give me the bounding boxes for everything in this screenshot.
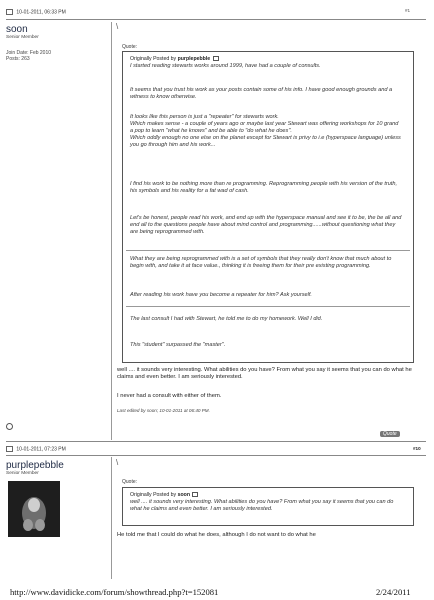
post-2-user-title: Senior Member [6, 471, 39, 476]
view-post-icon[interactable] [213, 56, 219, 61]
post-1-number[interactable]: #10 [413, 446, 421, 451]
corner-mark: #1 [405, 8, 411, 13]
post-1-marker: \ [116, 22, 119, 31]
post-1-quote-para: After reading his work have you become a repeater for him? Ask yourself. [130, 292, 312, 298]
post-2-header [6, 446, 66, 452]
post-2-timestamp: 10-01-2011, 07:23 PM [16, 446, 66, 453]
post-1-quote-label: Quote: [122, 44, 138, 50]
post-1-join-date: Join Date: Feb 2010 [6, 50, 52, 56]
post-icon [6, 446, 13, 452]
avatar-image [8, 481, 60, 537]
post-1-quote-para: It seems that you trust his work as your posts contain some of his info. I have good enough grounds and a witness to know otherwise. [130, 87, 393, 100]
post-1-user-title: Senior Member [6, 35, 39, 40]
post-icon [6, 9, 13, 15]
post-2-marker: \ [116, 458, 119, 467]
post-1-timestamp: 10-01-2011, 06:33 PM [16, 9, 66, 16]
post-2-quote-para: well .... it sounds very interesting. What abilities do you have? From what you say it seems that you can do what he claims and even better. I am seriously interested. [130, 499, 394, 512]
view-post-icon[interactable] [192, 492, 198, 497]
post-1-quote-para: What they are being reprogrammed with is a set of symbols that they really don't know that much about to begin with, and take it at face value., thinking it is freeing them for their pre existing programming. [130, 256, 392, 269]
post-2-quote-box [122, 487, 414, 526]
post-1-divider [111, 22, 112, 440]
post-2-quote-author: soon [177, 492, 190, 498]
post-2-quote-header-prefix: Originally Posted by [130, 492, 177, 498]
quote-separator [126, 250, 410, 251]
post-1-edit-note: Last edited by soon; 10-01-2011 at 06:40 PM. [117, 408, 210, 413]
post-1-quote-para: I find his work to be nothing more than re programming. Reprogramming people with his version of the truth, his symbols and his reality for a fat wad of cash. [130, 181, 398, 194]
post-1-userinfo [6, 24, 51, 62]
post-2-divider [111, 457, 112, 579]
post-2-header-rule [6, 455, 426, 456]
post-2-userinfo [6, 460, 64, 476]
post-1-quote-box [122, 51, 414, 363]
post-1-header [6, 9, 66, 15]
post-1-quote-header-prefix: Originally Posted by [130, 56, 177, 62]
post-1-username[interactable]: soon [6, 24, 28, 35]
post-2-quote-label: Quote: [122, 479, 138, 485]
post-1-quote-header [130, 56, 219, 62]
post-1-quote-para: I started reading stewarts works around 1999, have had a couple of consults. [130, 63, 321, 69]
post-2-quote-header [130, 492, 198, 498]
post-1-post-count: Posts: 263 [6, 56, 30, 62]
post-2-username[interactable]: purplepebble [6, 460, 64, 471]
post-1-quote-author: purplepebble [177, 56, 211, 62]
footer-url: http://www.davidicke.com/forum/showthread.php?t=152081 [10, 587, 219, 597]
post-2-body-text: He told me that I could do what he does, although I do not want to do what he [117, 532, 316, 538]
post-1-quote-para: This "student" surpassed the "master". [130, 342, 226, 348]
post-1-quote-para: The last consult I had with Stewart, he told me to do my homework. Well I did. [130, 316, 323, 322]
post-1-quote-para: Let's be honest, people read his work, and end up with the hyperspace manual and see it to be, the be all and end all to the questions people have about mind control and programming......without questioning what they are being reprogrammed with. [130, 215, 402, 235]
post-1-header-rule [6, 19, 426, 20]
post-1-quote-para: It looks like this person is just a "repeater" for stewarts work. Which makes sense - a couple of years ago or maybe last year Stewart was offering workshops for 10 grand a pop to learn "what he knows" and be able to "do what he does". Which oddly enough no one else on the planet except for Stewart is privy to i.e (hyperspace language) unless you go through him and his work... [130, 114, 401, 148]
post-1-body-para: I never had a consult with either of them. [117, 393, 222, 399]
avatar[interactable] [8, 481, 60, 537]
footer-date: 2/24/2011 [376, 587, 411, 597]
post-1-body-para: well .... it sounds very interesting. What abilities do you have? From what you say it seems that you can do what he claims and even better. I am seriously interested. [117, 367, 412, 381]
online-status-icon [6, 423, 13, 430]
quote-reply-button[interactable]: Quote [380, 431, 400, 437]
post-1-footer-rule [6, 441, 426, 442]
quote-separator [126, 306, 410, 307]
